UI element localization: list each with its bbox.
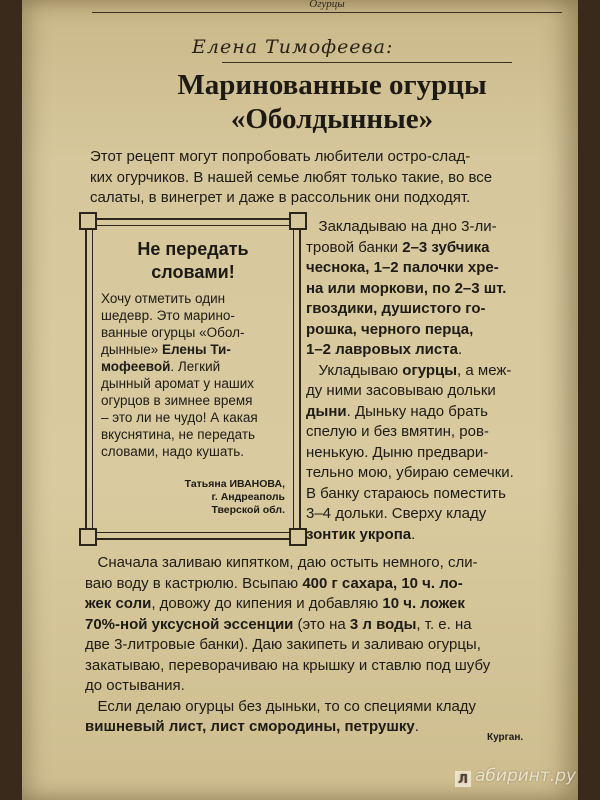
text-run: две 3-литровые банки). Даю закипеть и заливаю огурцы, — [85, 636, 481, 653]
text-line — [85, 615, 555, 636]
bold-text: рошка, черного перца, — [306, 320, 474, 338]
text-line — [85, 697, 555, 718]
text-run: – это ли не чудо! А какая — [101, 410, 258, 425]
text-line — [90, 147, 530, 168]
text-line — [85, 717, 555, 738]
box-title-line: Не передать — [137, 239, 249, 259]
text-line — [101, 358, 287, 375]
text-run: Закладываю на дно 3-ли- — [306, 218, 497, 235]
text-line — [85, 635, 555, 656]
text-line — [306, 381, 566, 402]
labirint-mark-icon: Л — [455, 771, 471, 787]
text-line — [306, 504, 566, 525]
bold-text: огурцы — [402, 361, 458, 379]
watermark-text: абиринт.ру — [475, 766, 577, 786]
watermark-logo — [455, 766, 576, 787]
text-run: ненькую. Дыню предвари- — [306, 443, 489, 461]
box-corner-ornament — [289, 212, 307, 230]
text-line — [101, 443, 287, 460]
text-run: дынные» — [101, 342, 162, 357]
recipe-author: Елена Тимофеева: — [192, 36, 394, 58]
text-run: . Дыньку надо брать — [346, 402, 488, 420]
text-line — [85, 594, 555, 615]
text-run: до остывания. — [85, 677, 185, 694]
bold-text: 400 г сахара, 10 ч. ло- — [302, 574, 463, 592]
text-run: ду ними засовываю дольки — [306, 382, 496, 399]
bold-text: на или моркови, по 2–3 шт. — [306, 279, 507, 297]
text-run: ваю воду в кастрюлю. Всыпаю — [85, 574, 303, 592]
text-line — [306, 463, 566, 484]
text-run: Укладываю — [306, 361, 403, 379]
text-run: В банку стараюсь поместить — [306, 484, 506, 502]
text-run: огурцов в зимнее время — [101, 393, 253, 408]
text-line — [85, 676, 555, 697]
text-line — [306, 279, 566, 300]
text-line — [85, 574, 555, 595]
bold-text: чеснока, 1–2 палочки хре- — [306, 259, 499, 276]
text-line — [90, 188, 530, 209]
text-line — [85, 553, 555, 574]
intro-paragraph — [90, 147, 530, 209]
text-run: , довожу до кипения и добавляю — [151, 595, 383, 612]
text-line — [101, 341, 287, 358]
recipe-title — [122, 68, 542, 136]
place-signature: Курган. — [487, 732, 524, 743]
text-line — [85, 656, 555, 677]
text-run: . — [457, 341, 463, 358]
text-line — [306, 217, 566, 238]
bold-text: 2–3 зубчика — [402, 238, 490, 256]
signature-line: Тверской обл. — [211, 504, 285, 516]
text-line — [306, 320, 566, 341]
text-run: шедевр. Это марино- — [101, 308, 235, 323]
bold-text: зонтик укропа — [306, 525, 412, 543]
text-run: закатываю, переворачиваю на крышку и ставлю под шубу — [85, 656, 491, 674]
bold-text: вишневый лист, лист смородины, петрушку — [85, 718, 415, 735]
text-line — [90, 168, 530, 189]
text-line — [101, 375, 287, 392]
quote-box-text — [101, 290, 287, 460]
text-line — [101, 307, 287, 324]
quote-box — [85, 218, 301, 540]
bold-text: 1–2 лавровых листа — [306, 341, 458, 358]
text-run: ванные огурцы «Обол- — [101, 325, 245, 340]
text-run: . — [411, 525, 416, 543]
signature-line: Татьяна ИВАНОВА, — [184, 478, 285, 490]
text-line — [306, 340, 566, 361]
text-run: . Легкий — [170, 359, 221, 374]
text-run: тровой банки — [306, 238, 403, 256]
bold-text: 70%-ной уксусной эссенции — [85, 615, 294, 633]
text-line — [306, 443, 566, 464]
author-underline — [222, 62, 512, 63]
text-run: салаты, в винегрет и даже в рассольник они подходят. — [90, 189, 471, 206]
bold-text: гвоздики, душистого го- — [306, 300, 486, 317]
text-line — [101, 392, 287, 409]
quote-box-signature — [125, 478, 285, 517]
text-line — [306, 299, 566, 320]
text-line — [101, 426, 287, 443]
text-run: (это на — [293, 615, 350, 633]
text-run: тельно мою, убираю семечки. — [306, 464, 514, 481]
text-line — [101, 409, 287, 426]
text-run: вкуснятина, не передать — [101, 427, 256, 442]
text-run: спелую и без вмятин, ров- — [306, 423, 489, 440]
bold-text: 10 ч. ложек — [382, 595, 465, 612]
text-run: словами, надо кушать. — [101, 444, 245, 459]
box-corner-ornament — [79, 212, 97, 230]
text-run: , а меж- — [457, 361, 512, 379]
text-line — [306, 361, 566, 382]
bold-text: жек соли — [85, 595, 152, 612]
text-line — [306, 402, 566, 423]
text-line — [306, 484, 566, 505]
text-run: , т. е. на — [416, 615, 472, 633]
box-corner-ornament — [79, 528, 97, 546]
book-page — [22, 0, 578, 800]
recipe-steps-bottom — [85, 553, 555, 738]
signature-line: г. Андреаполь — [211, 491, 285, 503]
title-line: Маринованные огурцы — [177, 69, 487, 101]
recipe-steps-column — [306, 217, 566, 545]
text-run: Хочу отметить один — [101, 291, 226, 306]
box-title-line: словами! — [151, 262, 235, 282]
text-line — [306, 422, 566, 443]
text-run: 3–4 дольки. Сверху кладу — [306, 505, 487, 522]
text-run: Если делаю огурцы без дыньки, то со специями кладу — [85, 697, 477, 715]
text-line — [101, 324, 287, 341]
box-corner-ornament — [289, 528, 307, 546]
quote-box-title — [97, 238, 289, 284]
bold-text: мофеевой — [101, 359, 171, 374]
text-run: . — [414, 718, 419, 735]
text-run: Сначала заливаю кипятком, даю остыть немного, сли- — [85, 554, 478, 571]
bold-text: 3 л воды — [349, 615, 417, 633]
bold-text: Елены Ти- — [161, 342, 231, 357]
text-run: Этот рецепт могут попробовать любители остро-слад- — [90, 148, 471, 165]
bold-text: дыни — [306, 402, 347, 420]
text-run: дынный аромат у наших — [101, 376, 255, 391]
text-line — [306, 525, 566, 546]
text-run: ких огурчиков. В нашей семье любят только такие, во все — [90, 168, 493, 186]
running-head: Огурцы — [92, 0, 562, 13]
text-line — [101, 290, 287, 307]
title-line: «Оболдынные» — [230, 103, 434, 135]
text-line — [306, 258, 566, 279]
text-line — [306, 238, 566, 259]
